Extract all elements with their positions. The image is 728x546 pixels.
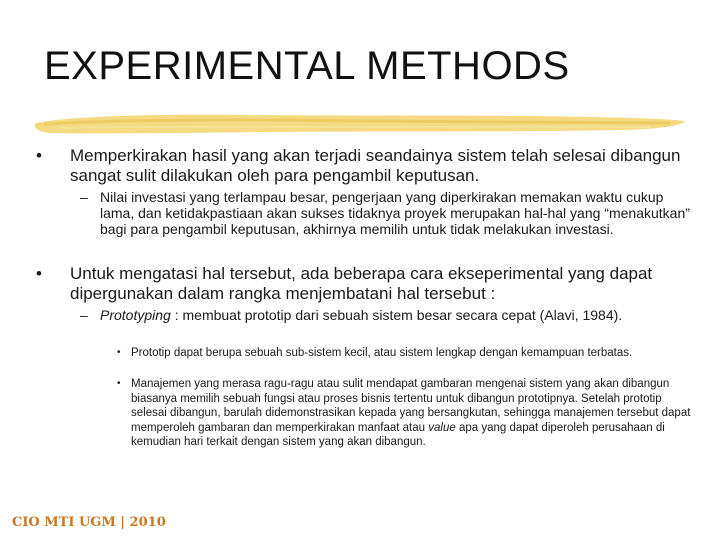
- bullet-dot-icon: •: [36, 146, 42, 165]
- sub-bullet-item: [80, 189, 690, 237]
- bullet-item: [36, 264, 686, 304]
- sub-bullet-item: [80, 307, 690, 323]
- dash-icon: –: [80, 307, 88, 323]
- dash-icon: –: [80, 189, 88, 205]
- text-part-b: apa yang dapat diperoleh perusahaan di kemudian hari terkait dengan sistem yang akan dibangun.: [131, 421, 665, 448]
- bullet-dot-icon: •: [36, 264, 42, 283]
- value-term: value: [428, 421, 456, 434]
- bullet-text: Memperkirakan hasil yang akan terjadi seandainya sistem telah selesai dibangun sangat sulit dilakukan oleh para pengambil keputusan.: [70, 146, 681, 185]
- slide-title: EXPERIMENTAL METHODS: [44, 44, 570, 88]
- sub-sub-bullet-text: Prototip dapat berupa sebuah sub-sistem kecil, atau sistem lengkap dengan kemampuan terbatas.: [131, 347, 633, 359]
- sub-sub-bullet-item: [117, 346, 697, 361]
- sub-sub-bullet-item: [117, 377, 697, 450]
- bullet-dot-icon: •: [117, 347, 121, 358]
- prototyping-definition: : membuat prototip dari sebuah sistem besar secara cepat (Alavi, 1984).: [170, 307, 623, 323]
- footer-label: CIO MTI UGM | 2010: [12, 515, 166, 530]
- bullet-dot-icon: •: [117, 378, 121, 389]
- bullet-item: [36, 146, 686, 186]
- title-underline-brushstroke: [30, 106, 690, 140]
- prototyping-term: Prototyping: [100, 307, 171, 323]
- bullet-text: Untuk mengatasi hal tersebut, ada beberapa cara ekseperimental yang dapat dipergunakan dalam rangka menjembatani hal tersebut :: [70, 264, 653, 303]
- text-part-a: Manajemen yang merasa ragu-ragu atau sulit mendapat gambaran mengenai sistem yang akan dibangun biasanya memilih sebuah fungsi atau proses bisnis tertentu untuk dibangun prototipnya. Setelah prototip selesai dibangun, barulah didemonstrasikan kepada yang bersangkutan, sehingga manajemen tersebut dapat memperoleh gambaran dan memperkirakan manfaat atau: [131, 378, 691, 434]
- sub-bullet-text: Nilai investasi yang terlampau besar, pengerjaan yang diperkirakan memakan waktu cukup lama, dan ketidakpastiaan akan sukses tidaknya proyek merupakan hal-hal yang “menakutkan” bagi para pengambil keputusan, akhirnya memilih untuk tidak melakukan investasi.: [100, 189, 690, 237]
- sub-bullet-text: [100, 307, 690, 323]
- sub-sub-bullet-text: [131, 377, 697, 450]
